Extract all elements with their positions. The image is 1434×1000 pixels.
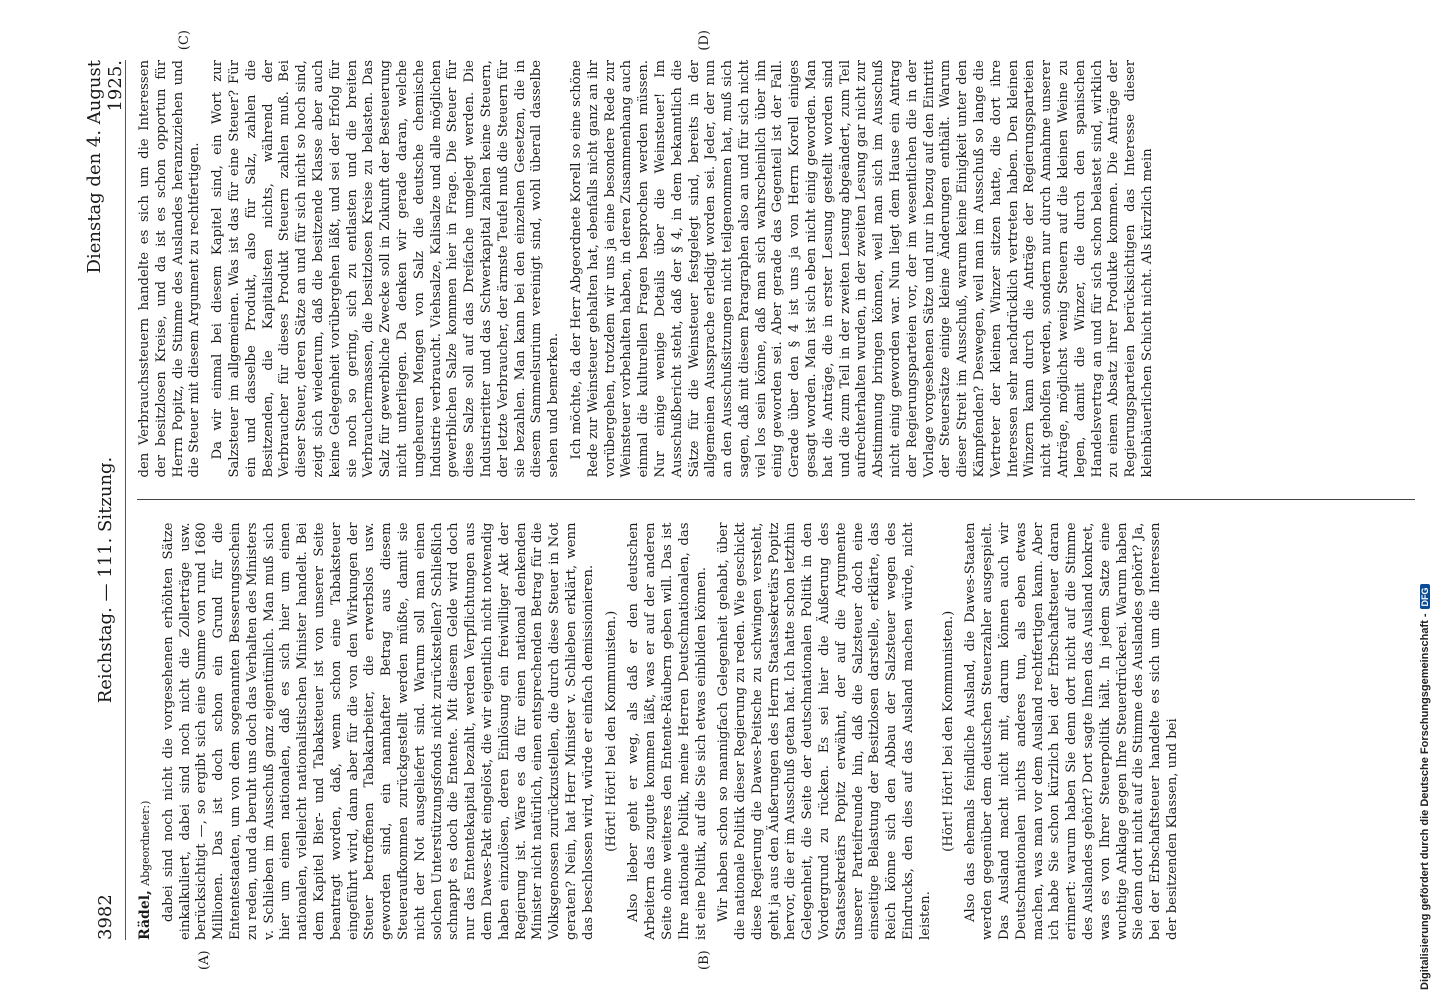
- credit-text-line: [1418, 10, 1432, 990]
- left-column: [137, 522, 1415, 970]
- speaker-role: Abgeordneter:): [139, 800, 152, 886]
- session-date: Dienstag den 4. August 1925.: [84, 60, 126, 274]
- credit-text: Digitalisierung gefördert durch die Deutsche Forschungsgemeinschaft -: [1419, 613, 1431, 990]
- speaker-name: Rädel,: [137, 890, 153, 940]
- paragraph: Wir haben schon so mannigfach Gelegenheit gehabt, über die nationale Politik dieser Regierung zu reden. Wie geschickt diese Regierung die Dawes-Peitsche zu schwingen versteht, geht ja aus den Äußerungen des Herrn Staatssekretärs Popitz hervor, die er im Ausschuß getan hat. Ich hatte schon letzthin Gelegenheit, die Seite der deutschnationalen Politik in den Vordergrund zu rücken. Es sei hier die Äußerung des Staatssekretärs Popitz erwähnt, der auf die Argumente unserer Parteifreunde hin, daß die Salzsteuer doch eine einseitige Belastung der Besitzlosen darstelle, erklärte, das Reich könne sich den Abbau der Salzsteuer wegen des Eindrucks, den dies auf das Ausland machen würde, nicht leisten.: [716, 522, 933, 940]
- paragraph: Da wir einmal bei diesem Kapitel sind, ein Wort zur Salzsteuer im allgemeinen. Was ist das für eine Steuer? Für ein und dasselbe Produkt, also für Salz, zahlen die Besitzenden, die Kapitalisten nichts, während der Verbraucher für dieses Produkt Steuern zahlen muß. Bei dieser Steuer, deren Sätze an und für sich nicht so hoch sind, zeigt sich wiederum, daß die besitzende Klasse aber auch keine Gelegenheit vorübergehen läßt, und sei der Erfolg für sie noch so gering, sich zu entlasten und die breiten Verbrauchermassen, die besitzlosen Kreise zu belasten. Das Salz für gewerbliche Zwecke soll in Zukunft der Besteuerung nicht unterliegen. Da denken wir gerade daran, welche ungeheuren Mengen von Salz die deutsche chemische Industrie verbraucht. Viehsalze, Kalisalze und alle möglichen gewerblichen Salze kommen hier in Frage. Die Steuer für diese Salze soll auf das Dreifache umgelegt werden. Die Industrieritter und das Schwerkapital zahlen keine Steuern, der letzte Verbraucher, der ärmste Teufel muß die Steuern für sie bezahlen. Man kann bei den einzelnen Gesetzen, die in diesem Sammelsurium vereinigt sind, wohl überall dasselbe sehen und bemerken.: [210, 60, 562, 478]
- margin-letter-a: (A): [197, 950, 212, 970]
- right-column: [137, 30, 1415, 478]
- margin-letter-d: (D): [697, 30, 712, 51]
- column-divider: [137, 500, 1415, 501]
- text-columns: [137, 30, 1415, 970]
- interjection: (Hört! Hört! bei den Kommunisten.): [940, 610, 956, 852]
- paragraph: den Verbrauchssteuern handelte es sich um die Interessen der besitzlosen Kreise, und da ist es schon opportun für Herrn Popitz, die Stimme des Auslandes heranzuziehen und die Steuer mit diesem Argument zu rechtfertigen.: [137, 60, 203, 478]
- session-title: Reichstag. — 111. Sitzung.: [94, 456, 116, 704]
- page-area: [84, 30, 1415, 970]
- paragraph: Also das ehemals feindliche Ausland, die Dawes-Staaten werden gegenüber dem deutschen Steuerzahler ausgespielt. Das Ausland macht nicht mit, darum können auch wir Deutschnationalen nichts anderes tun, als eben etwas machen, was man vor dem Ausland rechtfertigen kann. Aber ich habe Sie schon kürzlich bei der Erbschaftsteuer daran erinnert: warum haben Sie denn dort nicht auf die Stimme des Auslandes gehört? Dort sagte Ihnen das Ausland konkret, was es von Ihrer Steuerpolitik hält. In jedem Satze eine wuchtige Anklage gegen Ihre Steuerdrückerei. Warum haben Sie denn dort nicht auf die Stimme des Auslandes gehört? Ja, bei der Erbschaftsteuer handelte es sich um die Interessen der besitzenden Klassen, und bei: [963, 522, 1181, 940]
- funding-credit: [1418, 10, 1432, 990]
- margin-letter-c: (C): [177, 30, 192, 51]
- page-number: 3982: [94, 894, 116, 940]
- dfg-logo: DFG: [1420, 584, 1430, 609]
- speaker-line: [137, 523, 155, 941]
- page-header: [85, 60, 126, 940]
- interjection: (Hört! Hört! bei den Kommunisten.): [603, 610, 619, 852]
- paragraph: Ich möchte, da der Herr Abgeordnete Korell so eine schöne Rede zur Weinsteuer gehalten hat, ebenfalls nicht ganz an ihr vorübergehen, trotzdem wir uns ja eine besondere Rede zur Weinsteuer vorbehalten haben, in deren Zusammenhang auch einmal die kulturellen Fragen besprochen werden müssen. Nur einige wenige Details über die Weinsteuer! Im Ausschußbericht steht, daß der § 4, in dem bekanntlich die Sätze für die Weinsteuer festgelegt sind, bereits in der allgemeinen Aussprache erledigt worden sei. Jeder, der nun an den Ausschußsitzungen nicht teilgenommen hat, muß sich sagen, daß mit diesem Paragraphen also an und für sich nicht viel los sein könne, daß man sich wahrscheinlich über ihn einig geworden sei. Aber gerade das Gegenteil ist der Fall. Gerade über den § 4 ist uns ja von Herrn Korell einiges gesagt worden. Man ist sich eben nicht einig geworden. Man hat die Anträge, die in erster Lesung gestellt worden sind und die zum Teil in der zweiten Lesung abgeändert, zum Teil aufrechterhalten wurden, in der zweiten Lesung gar nicht zur Abstimmung bringen können, weil man sich im Ausschuß nicht einig geworden war. Nun liegt dem Hause ein Antrag der Regierungsparteien vor, der im wesentlichen die in der Vorlage vorgesehenen Sätze und nur in bezug auf den Eintritt der Steuersätze einige kleine Änderungen enthält. Warum dieser Streit im Ausschuß, warum keine Einigkeit unter den Kämpfenden? Deswegen, weil man im Ausschuß so lange die Vertreter der kleinen Winzer sitzen hatte, die dort ihre Interessen sehr nachdrücklich vertreten haben. Den kleinen Winzern kann durch die Anträge der Regierungsparteien nicht geholfen werden, sondern nur durch Annahme unserer Anträge, möglichst wenig Steuern auf die kleinen Weine zu legen, damit die Winzer, die durch den spanischen Handelsvertrag an und für sich schon belastet sind, wirklich zu einem Absatz ihrer Produkte kommen. Die Anträge der Regierungsparteien berücksichtigen das Interesse dieser kleinbäuerlichen Schicht nicht. Als kürzlich mein: [568, 60, 1156, 478]
- rotated-page: [84, 30, 1415, 970]
- paragraph: dabei sind noch nicht die vorgesehenen erhöhten Sätze einkalkuliert, dabei sind noch nicht die Zollerträge usw. berücksichtigt —, so ergibt sich eine Summe von rund 1680 Millionen. Das ist doch schon ein Grund für die Ententestaaten, um von dem sogenannten Besserungsschein zu reden, und da beruht uns doch das Verhalten des Ministers v. Schlieben im Ausschuß ganz eigentümlich. Man muß sich hier um einen nationalen, daß es sich hier um einen nationalen, vielleicht nationalistischen Minister handelt. Bei dem Kapitel Bier- und Tabaksteuer ist von unserer Seite beantragt worden, daß, wenn schon eine Tabaksteuer eingeführt wird, dann aber für die von den Wirkungen der Steuer betroffenen Tabakarbeiter, die erwerbslos usw. geworden sind, ein namhafter Betrag aus diesem Steueraufkommen zurückgestellt werden müßte, damit sie nicht der Not ausgeliefert sind. Warum soll man einen solchen Unterstützungsfonds nicht zurückstellen? Schließlich schnappt es doch die Entente. Mit diesem Gelde wird doch nur das Ententekapital bezahlt, werden Verpflichtungen aus dem Dawes-Pakt eingelöst, die wir eigentlich nicht notwendig haben einzulösen, deren Einlösung ein freiwilliger Akt der Regierung ist. Wäre es da für einen national denkenden Minister nicht natürlich, einen entsprechenden Betrag für die Volksgenossen zurückzustellen, die durch diese Steuer in Not geraten? Nein, hat Herr Minister v. Schlieben erklärt, wenn das beschlossen wird, würde er einfach demissionieren.: [160, 522, 596, 940]
- margin-letter-b: (B): [697, 950, 712, 970]
- paragraph: Also lieber geht er weg, als daß er den deutschen Arbeitern das zugute kommen läßt, was er auf der anderen Seite ohne weiteres den Entente-Räubern geben will. Das ist Ihre nationale Politik, meine Herren Deutschnationalen, das ist eine Politik, auf die Sie sich etwas einbilden können.: [626, 522, 709, 940]
